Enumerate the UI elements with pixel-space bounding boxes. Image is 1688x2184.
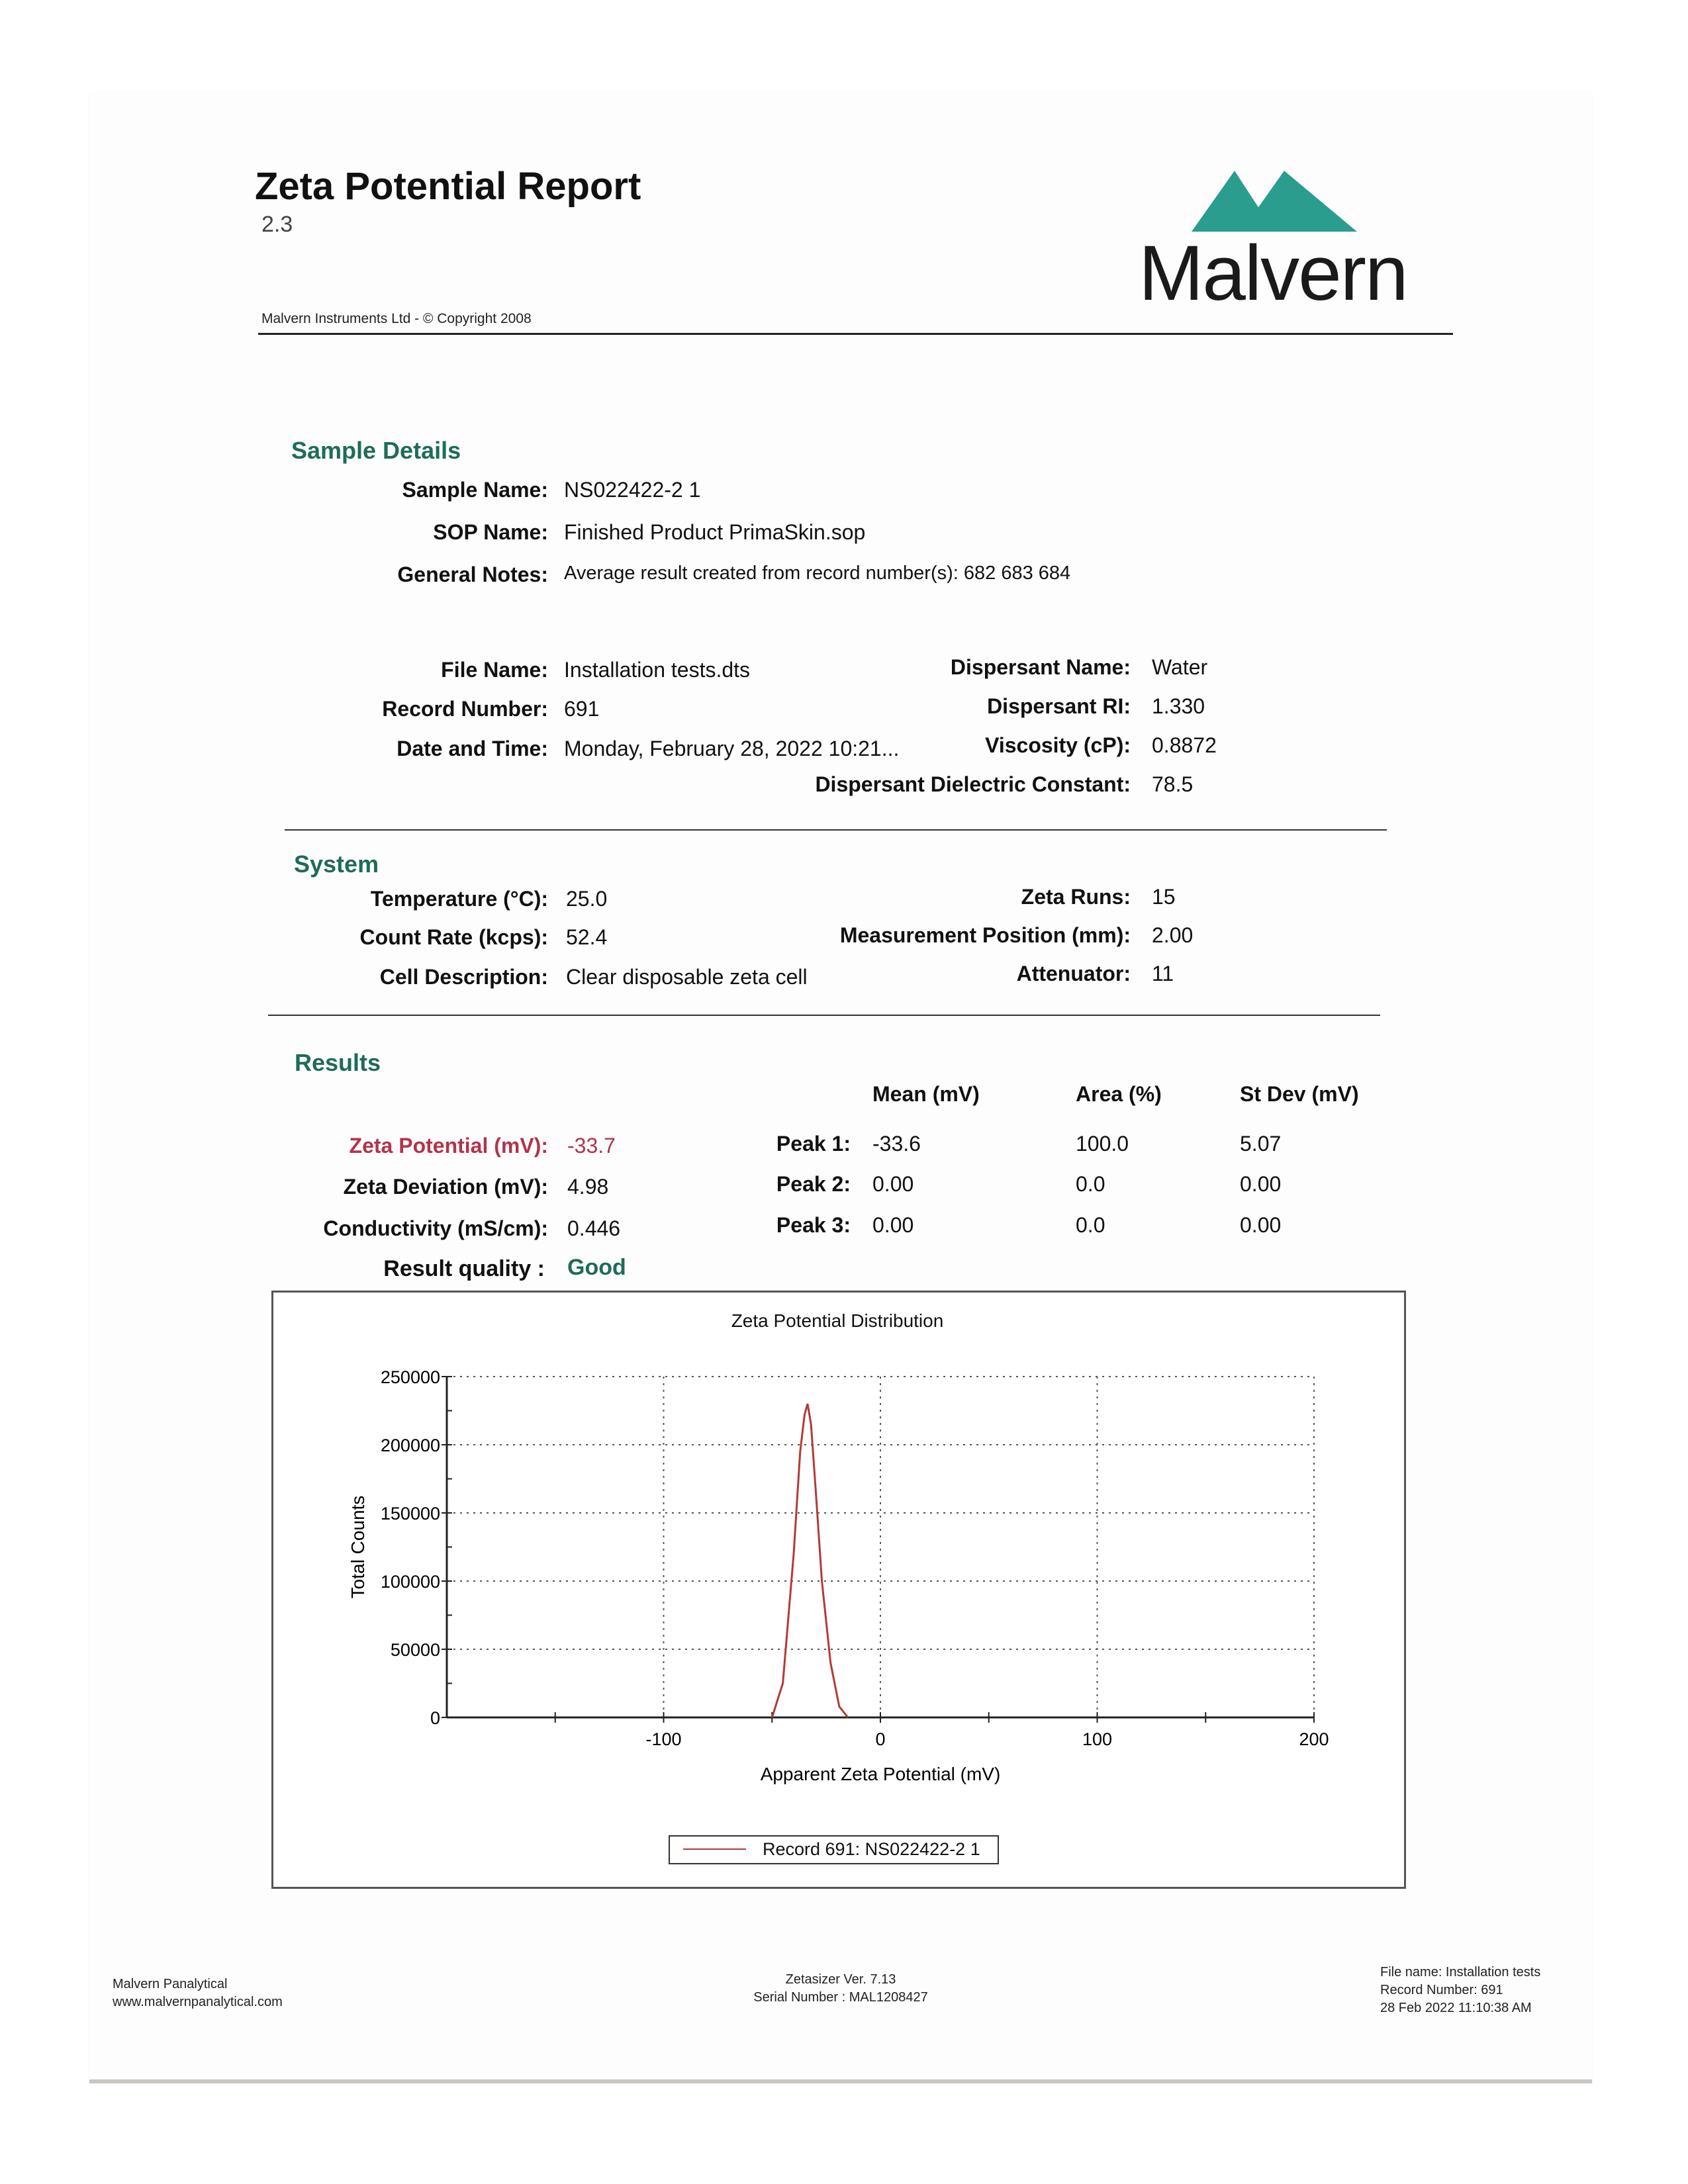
col-mean-header: Mean (mV) bbox=[872, 1082, 980, 1106]
zeta-deviation-value: 4.98 bbox=[567, 1175, 609, 1199]
peak-1-label: Peak 1: bbox=[776, 1132, 851, 1156]
chart-title: Zeta Potential Distribution bbox=[731, 1310, 944, 1331]
peak-2-area: 0.0 bbox=[1076, 1172, 1105, 1196]
measurement-position-value: 2.00 bbox=[1152, 923, 1194, 947]
zeta-runs-label: Zeta Runs: bbox=[1021, 885, 1131, 909]
cell-description-value: Clear disposable zeta cell bbox=[566, 965, 808, 989]
col-area-header: Area (%) bbox=[1076, 1082, 1162, 1106]
peak-3-mean: 0.00 bbox=[872, 1213, 914, 1237]
footer-serial-number: Serial Number : MAL1208427 bbox=[753, 1990, 928, 2005]
footer-record-number: Record Number: 691 bbox=[1380, 1983, 1503, 1997]
report-title: Zeta Potential Report bbox=[255, 165, 641, 208]
results-heading: Results bbox=[295, 1049, 381, 1076]
malvern-logo-text: Malvern bbox=[1139, 230, 1407, 317]
general-notes-value: Average result created from record number(s): 682 683 684 bbox=[564, 563, 1071, 584]
col-stdev-header: St Dev (mV) bbox=[1240, 1082, 1359, 1106]
divider-sample-system bbox=[285, 829, 1387, 831]
count-rate-label: Count Rate (kcps): bbox=[359, 925, 548, 949]
conductivity-value: 0.446 bbox=[567, 1216, 621, 1240]
sample-name-label: Sample Name: bbox=[402, 478, 548, 502]
report-version: 2.3 bbox=[261, 212, 293, 237]
attenuator-value: 11 bbox=[1152, 962, 1174, 985]
footer-center bbox=[738, 1971, 943, 2007]
temperature-label: Temperature (°C): bbox=[370, 887, 548, 911]
viscosity-value: 0.8872 bbox=[1152, 733, 1217, 757]
y-tick-label: 150000 bbox=[380, 1504, 440, 1524]
result-quality-value: Good bbox=[567, 1255, 626, 1280]
record-number-label: Record Number: bbox=[382, 697, 548, 721]
peak-2-stdev: 0.00 bbox=[1240, 1172, 1282, 1196]
result-quality-label: Result quality : bbox=[383, 1256, 545, 1281]
page-bottom-edge bbox=[89, 2079, 1592, 2083]
zeta-deviation-label: Zeta Deviation (mV): bbox=[343, 1175, 548, 1199]
file-name-label: File Name: bbox=[441, 658, 548, 682]
footer-timestamp: 28 Feb 2022 11:10:38 AM bbox=[1380, 2001, 1532, 2015]
peak-2-label: Peak 2: bbox=[776, 1172, 851, 1196]
peak-1-mean: -33.6 bbox=[872, 1132, 921, 1156]
header-divider bbox=[258, 333, 1453, 335]
measurement-position-label: Measurement Position (mm): bbox=[839, 923, 1131, 947]
legend-swatch bbox=[683, 1848, 746, 1850]
legend-series-label: Record 691: NS022422-2 1 bbox=[763, 1839, 980, 1859]
conductivity-label: Conductivity (mS/cm): bbox=[323, 1216, 548, 1240]
date-time-label: Date and Time: bbox=[397, 737, 548, 760]
peak-1-stdev: 5.07 bbox=[1240, 1132, 1282, 1156]
sop-name-value: Finished Product PrimaSkin.sop bbox=[564, 520, 866, 544]
footer-company: Malvern Panalytical bbox=[113, 1977, 228, 1991]
footer-left bbox=[113, 1976, 283, 2011]
viscosity-label: Viscosity (cP): bbox=[985, 733, 1131, 757]
dielectric-value: 78.5 bbox=[1152, 772, 1194, 796]
attenuator-label: Attenuator: bbox=[1016, 962, 1131, 985]
zeta-potential-value: -33.7 bbox=[567, 1134, 616, 1158]
y-tick-label: 200000 bbox=[380, 1435, 440, 1455]
footer-right bbox=[1380, 1964, 1540, 2017]
dispersant-name-value: Water bbox=[1152, 655, 1208, 679]
y-axis-label: Total Counts bbox=[348, 1495, 368, 1599]
dispersant-name-label: Dispersant Name: bbox=[950, 655, 1131, 679]
temperature-value: 25.0 bbox=[566, 887, 608, 911]
sample-details-heading: Sample Details bbox=[291, 437, 461, 464]
general-notes-label: General Notes: bbox=[397, 563, 548, 586]
divider-system-results bbox=[268, 1015, 1380, 1016]
date-time-value: Monday, February 28, 2022 10:21... bbox=[564, 737, 900, 760]
peak-3-stdev: 0.00 bbox=[1240, 1213, 1282, 1237]
zeta-distribution-chart bbox=[271, 1291, 1403, 1886]
chart-legend bbox=[669, 1835, 999, 1864]
x-tick-label: 0 bbox=[875, 1729, 886, 1749]
malvern-logo bbox=[1139, 165, 1417, 318]
zeta-runs-value: 15 bbox=[1152, 885, 1176, 909]
sample-name-value: NS022422-2 1 bbox=[564, 478, 701, 502]
y-tick-label: 0 bbox=[430, 1708, 440, 1728]
x-tick-label: 200 bbox=[1299, 1729, 1329, 1749]
peak-1-area: 100.0 bbox=[1076, 1132, 1129, 1156]
footer-website: www.malvernpanalytical.com bbox=[113, 1995, 283, 2009]
cell-description-label: Cell Description: bbox=[379, 965, 548, 989]
dispersant-ri-value: 1.330 bbox=[1152, 694, 1205, 718]
count-rate-value: 52.4 bbox=[566, 925, 608, 949]
sop-name-label: SOP Name: bbox=[433, 520, 548, 544]
copyright-text: Malvern Instruments Ltd - © Copyright 2008 bbox=[261, 311, 532, 326]
record-number-value: 691 bbox=[564, 697, 600, 721]
y-tick-label: 50000 bbox=[390, 1640, 440, 1660]
peak-3-area: 0.0 bbox=[1076, 1213, 1105, 1237]
zeta-potential-label: Zeta Potential (mV): bbox=[349, 1134, 548, 1158]
peak-3-label: Peak 3: bbox=[776, 1213, 851, 1237]
dispersant-ri-label: Dispersant RI: bbox=[987, 694, 1131, 718]
footer-software-version: Zetasizer Ver. 7.13 bbox=[785, 1972, 896, 1987]
x-axis-label: Apparent Zeta Potential (mV) bbox=[760, 1764, 1001, 1784]
dielectric-label: Dispersant Dielectric Constant: bbox=[815, 772, 1131, 796]
system-heading: System bbox=[294, 850, 379, 878]
y-tick-label: 100000 bbox=[380, 1572, 440, 1592]
file-name-value: Installation tests.dts bbox=[564, 658, 751, 682]
footer-file-name: File name: Installation tests bbox=[1380, 1965, 1541, 1979]
peak-2-mean: 0.00 bbox=[872, 1172, 914, 1196]
x-tick-label: -100 bbox=[645, 1729, 682, 1749]
x-tick-label: 100 bbox=[1082, 1729, 1113, 1749]
series-line-1 bbox=[772, 1404, 848, 1717]
y-tick-label: 250000 bbox=[380, 1367, 440, 1387]
